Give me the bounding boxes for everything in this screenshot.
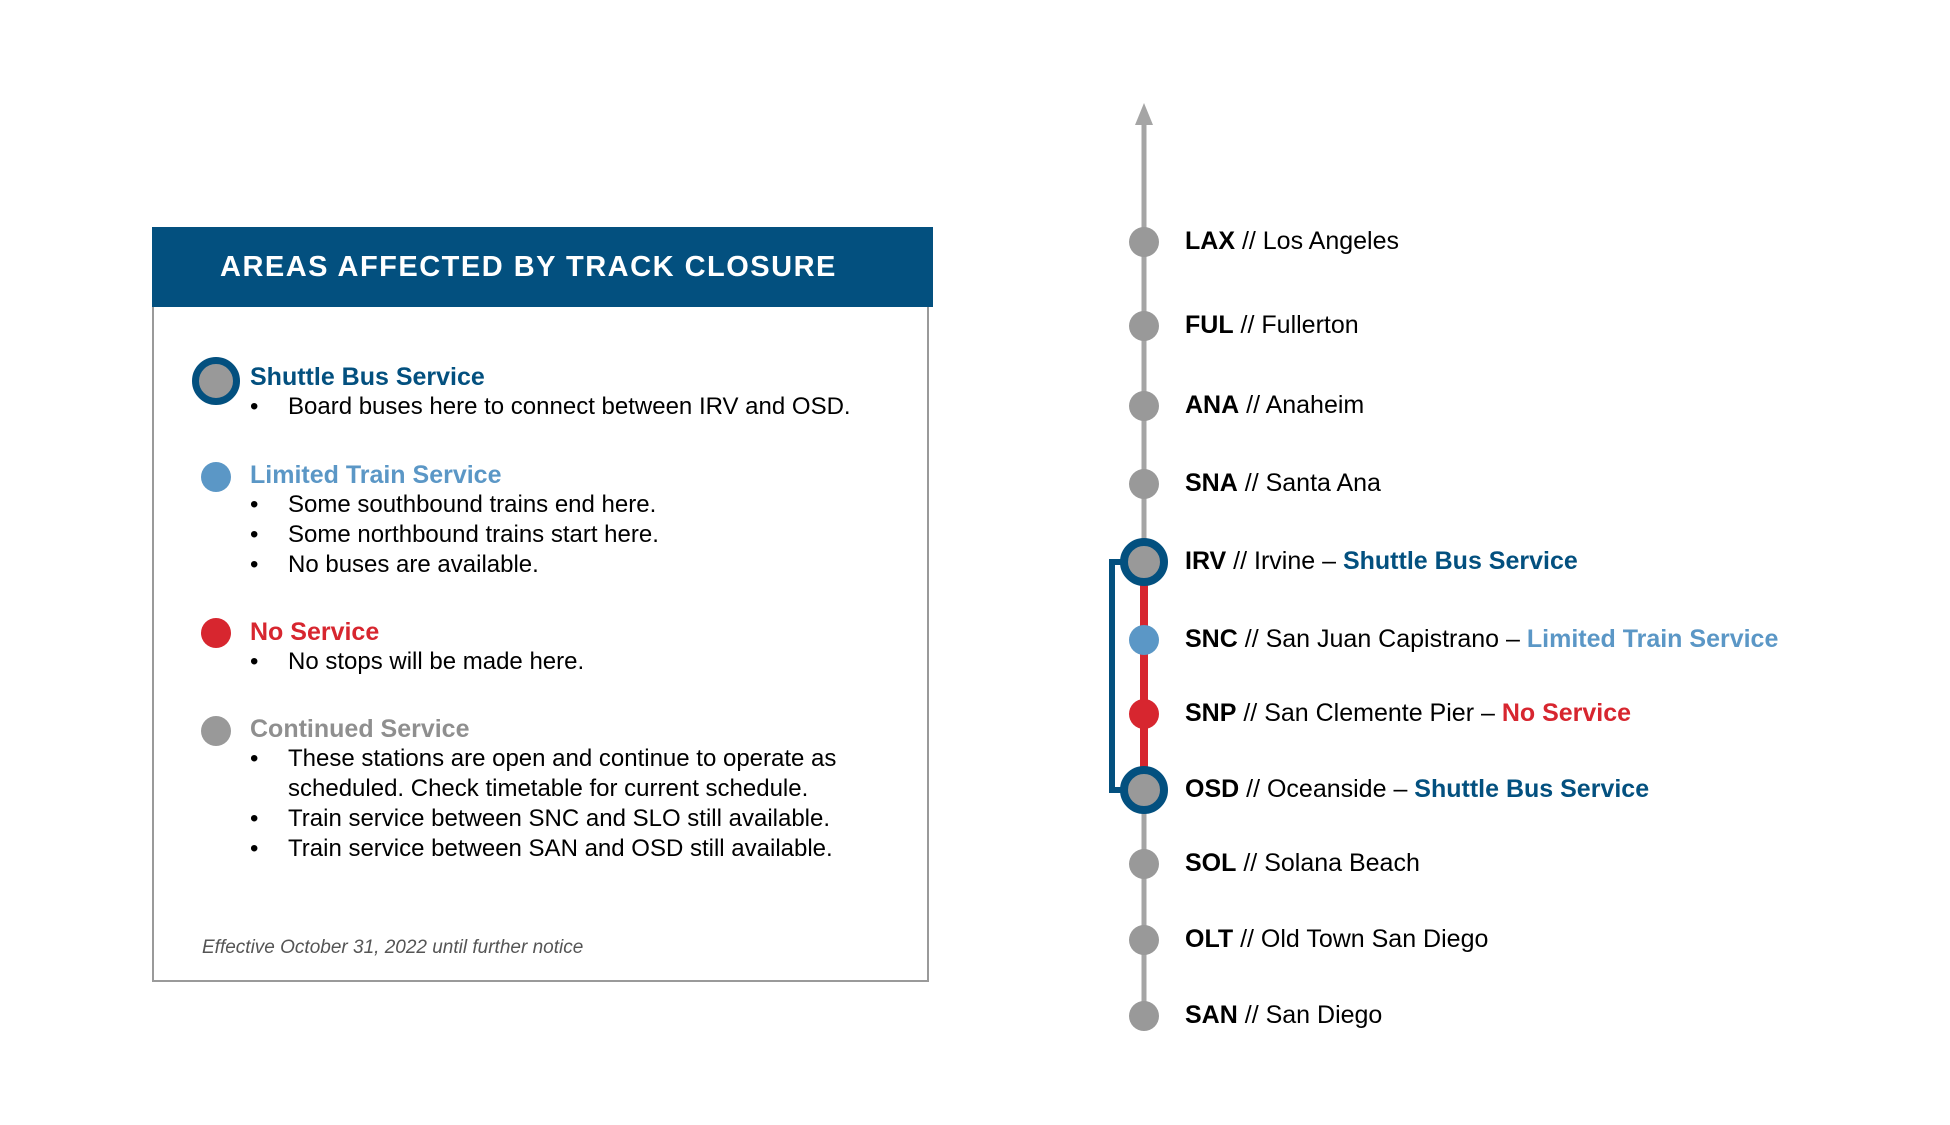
station-code: IRV bbox=[1185, 547, 1227, 575]
legend-bullet-continuation: scheduled. Check timetable for current schedule. bbox=[288, 775, 809, 802]
legend-bullet: • No buses are available. bbox=[250, 550, 659, 580]
station-label-snc bbox=[1185, 624, 1778, 654]
station-marker-sna bbox=[1129, 469, 1159, 499]
station-marker-san bbox=[1129, 1001, 1159, 1031]
station-code: SNC bbox=[1185, 625, 1238, 653]
station-status: Shuttle Bus Service bbox=[1414, 775, 1650, 803]
station-label-ana bbox=[1185, 390, 1364, 420]
station-label-san bbox=[1185, 1000, 1382, 1030]
legend-bullet: • Board buses here to connect between IRV and OSD. bbox=[250, 392, 851, 422]
station-marker-ful bbox=[1129, 311, 1159, 341]
station-marker-snp bbox=[1129, 699, 1159, 729]
station-code: ANA bbox=[1185, 391, 1240, 419]
station-marker-irv bbox=[1124, 542, 1164, 582]
station-name: // San Diego bbox=[1237, 1001, 1383, 1029]
station-marker-ana bbox=[1129, 391, 1159, 421]
station-code: SOL bbox=[1185, 849, 1237, 877]
station-code: FUL bbox=[1185, 311, 1234, 339]
station-label-olt bbox=[1185, 924, 1488, 954]
station-label-osd bbox=[1185, 774, 1649, 804]
station-label-irv bbox=[1185, 546, 1578, 576]
station-name: // Fullerton bbox=[1233, 311, 1359, 339]
legend-bullet: • Some northbound trains start here. bbox=[250, 520, 659, 550]
station-marker-lax bbox=[1129, 227, 1159, 257]
station-separator: – bbox=[1499, 625, 1527, 653]
station-name: // Irvine bbox=[1226, 547, 1316, 575]
station-name: // San Clemente Pier bbox=[1236, 699, 1475, 727]
legend-limited-label: Limited Train Service bbox=[250, 461, 502, 489]
station-name: // Los Angeles bbox=[1235, 227, 1400, 255]
station-marker-olt bbox=[1129, 925, 1159, 955]
station-code: LAX bbox=[1185, 227, 1235, 255]
station-name: // Old Town San Diego bbox=[1233, 925, 1489, 953]
station-name: // Solana Beach bbox=[1236, 849, 1420, 877]
station-label-sna bbox=[1185, 468, 1381, 498]
legend-bullet: • These stations are open and continue to operate as bbox=[250, 744, 836, 774]
station-label-sol bbox=[1185, 848, 1420, 878]
station-code: OSD bbox=[1185, 775, 1240, 803]
station-status: No Service bbox=[1501, 699, 1632, 727]
station-label-lax bbox=[1185, 226, 1399, 256]
station-separator: – bbox=[1315, 547, 1343, 575]
station-code: SNP bbox=[1185, 699, 1237, 727]
station-name: // San Juan Capistrano bbox=[1237, 625, 1500, 653]
station-code: OLT bbox=[1185, 925, 1234, 953]
station-name: // Anaheim bbox=[1239, 391, 1365, 419]
station-code: SNA bbox=[1185, 469, 1238, 497]
station-status: Shuttle Bus Service bbox=[1342, 547, 1578, 575]
station-marker-snc bbox=[1129, 625, 1159, 655]
station-separator: – bbox=[1386, 775, 1415, 803]
station-name: // Santa Ana bbox=[1237, 469, 1381, 497]
effective-date-note: Effective October 31, 2022 until further notice bbox=[202, 937, 584, 958]
station-label-snp bbox=[1185, 698, 1631, 728]
legend-continued-label: Continued Service bbox=[250, 715, 470, 743]
station-marker-osd bbox=[1124, 770, 1164, 810]
legend-bullet: • Some southbound trains end here. bbox=[250, 490, 659, 520]
station-name: // Oceanside bbox=[1239, 775, 1387, 803]
legend-bullet: • Train service between SAN and OSD still available. bbox=[250, 834, 836, 864]
north-arrow-icon bbox=[1135, 103, 1153, 125]
station-code: SAN bbox=[1185, 1001, 1238, 1029]
station-separator: – bbox=[1474, 699, 1502, 727]
legend-shuttle-label: Shuttle Bus Service bbox=[250, 363, 485, 391]
station-status: Limited Train Service bbox=[1526, 625, 1779, 653]
legend-bullet: • Train service between SNC and SLO still available. bbox=[250, 804, 836, 834]
station-marker-sol bbox=[1129, 849, 1159, 879]
shuttle-bracket bbox=[1112, 562, 1144, 790]
legend-none-label: No Service bbox=[250, 618, 380, 646]
station-label-ful bbox=[1185, 310, 1359, 340]
legend-bullet: • No stops will be made here. bbox=[250, 647, 584, 677]
legend-title: AREAS AFFECTED BY TRACK CLOSURE bbox=[220, 251, 837, 283]
